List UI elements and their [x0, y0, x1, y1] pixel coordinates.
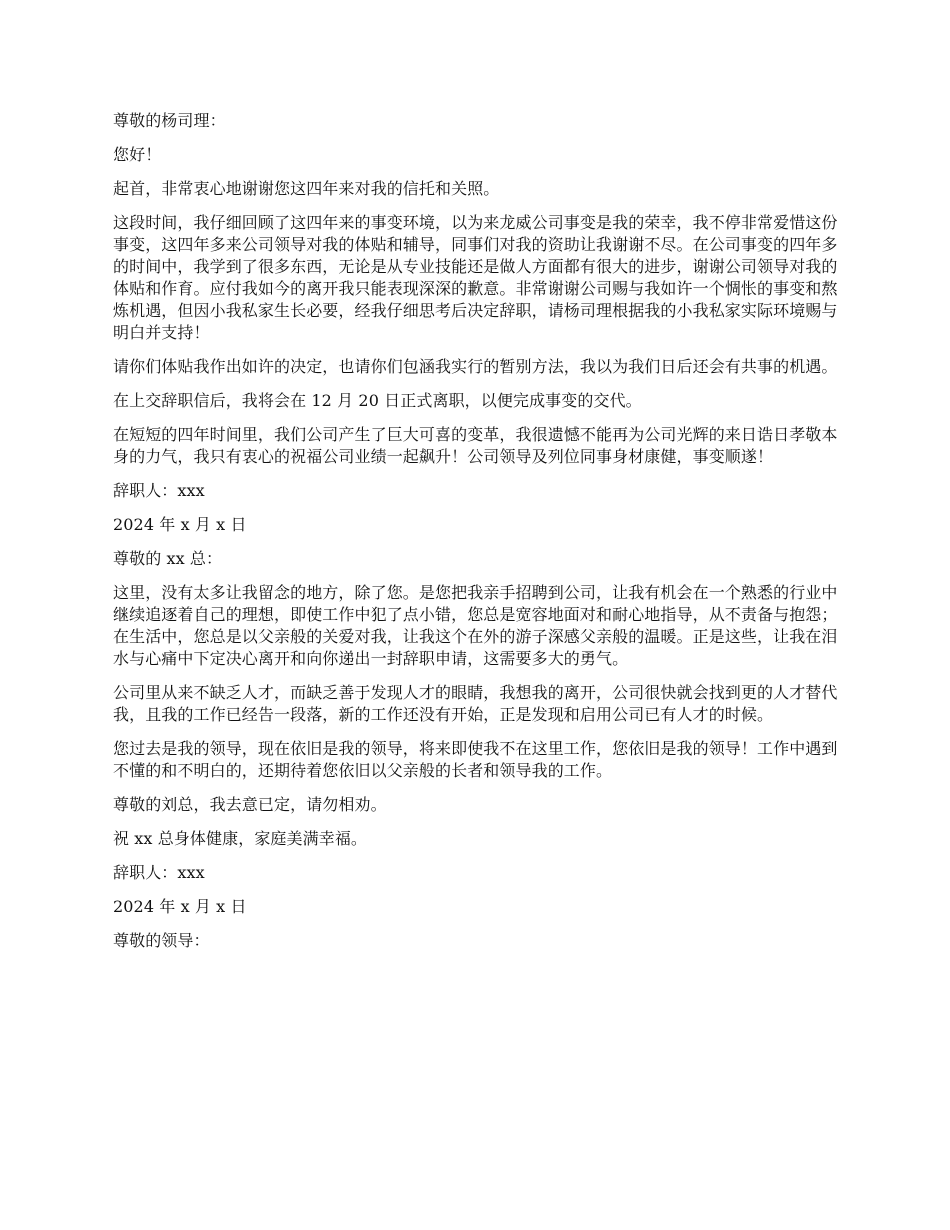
- letter-paragraph: 在短短的四年时间里，我们公司产生了巨大可喜的变革，我很遗憾不能再为公司光辉的来日诰日孝敬本身的力气，我只有衷心的祝福公司业绩一起飙升！公司领导及列位同事身材康健，事变顺遂！: [113, 425, 838, 466]
- letter-paragraph: 在上交辞职信后，我将会在 12 月 20 日正式离职，以便完成事变的交代。: [113, 391, 642, 410]
- letter-salutation: 尊敬的 xx 总：: [113, 549, 223, 568]
- letter-paragraph: 尊敬的刘总，我去意已定，请勿相劝。: [113, 795, 387, 814]
- letter-date: 2024 年 x 月 x 日: [113, 897, 247, 916]
- letter-salutation: 尊敬的杨司理：: [113, 111, 226, 130]
- letter-2: [113, 548, 838, 918]
- letter-date: 2024 年 x 月 x 日: [113, 515, 247, 534]
- letter-salutation: 尊敬的领导：: [113, 931, 210, 950]
- letter-paragraph: 这里，没有太多让我留念的地方，除了您。是您把我亲手招聘到公司，让我有机会在一个熟悉的行业中继续追逐着自己的理想，即使工作中犯了点小错，您总是宽容地面对和耐心地指导，从不责备与抱怨；在生活中，您总是以父亲般的关爱对我，让我这个在外的游子深感父亲般的温暖。正是这些，让我在泪水与心痛中下定决心离开和向你递出一封辞职申请，这需要多大的勇气。: [113, 583, 838, 668]
- letter-1: [113, 110, 838, 536]
- letter-greeting: 您好！: [113, 145, 162, 164]
- letter-signature: 辞职人：xxx: [113, 481, 205, 500]
- letter-paragraph: 祝 xx 总身体健康，家庭美满幸福。: [113, 829, 368, 848]
- letter-paragraph: 请你们体贴我作出如许的决定，也请你们包涵我实行的暂别方法，我以为我们日后还会有共事的机遇。: [113, 357, 838, 376]
- letter-3: [113, 930, 838, 952]
- letter-paragraph: 公司里从来不缺乏人才，而缺乏善于发现人才的眼睛，我想我的离开，公司很快就会找到更的人才替代我，且我的工作已经告一段落，新的工作还没有开始，正是发现和启用公司已有人才的时候。: [113, 683, 838, 724]
- letter-paragraph: 您过去是我的领导，现在依旧是我的领导，将来即使我不在这里工作，您依旧是我的领导！工作中遇到不懂的和不明白的，还期待着您依旧以父亲般的长者和领导我的工作。: [113, 739, 838, 780]
- letter-signature: 辞职人：xxx: [113, 863, 205, 882]
- letter-paragraph: 这段时间，我仔细回顾了这四年来的事变环境，以为来龙威公司事变是我的荣幸，我不停非常爱惜这份事变，这四年多来公司领导对我的体贴和辅导，同事们对我的资助让我谢谢不尽。在公司事变的四年多的时间中，我学到了很多东西，无论是从专业技能还是做人方面都有很大的进步，谢谢公司领导对我的体贴和作育。应付我如今的离开我只能表现深深的歉意。非常谢谢公司赐与我如许一个惆怅的事变和熬炼机遇，但因小我私家生长必要，经我仔细思考后决定辞职，请杨司理根据我的小我私家实际环境赐与明白并支持！: [113, 213, 838, 342]
- letter-paragraph: 起首，非常衷心地谢谢您这四年来对我的信托和关照。: [113, 179, 500, 198]
